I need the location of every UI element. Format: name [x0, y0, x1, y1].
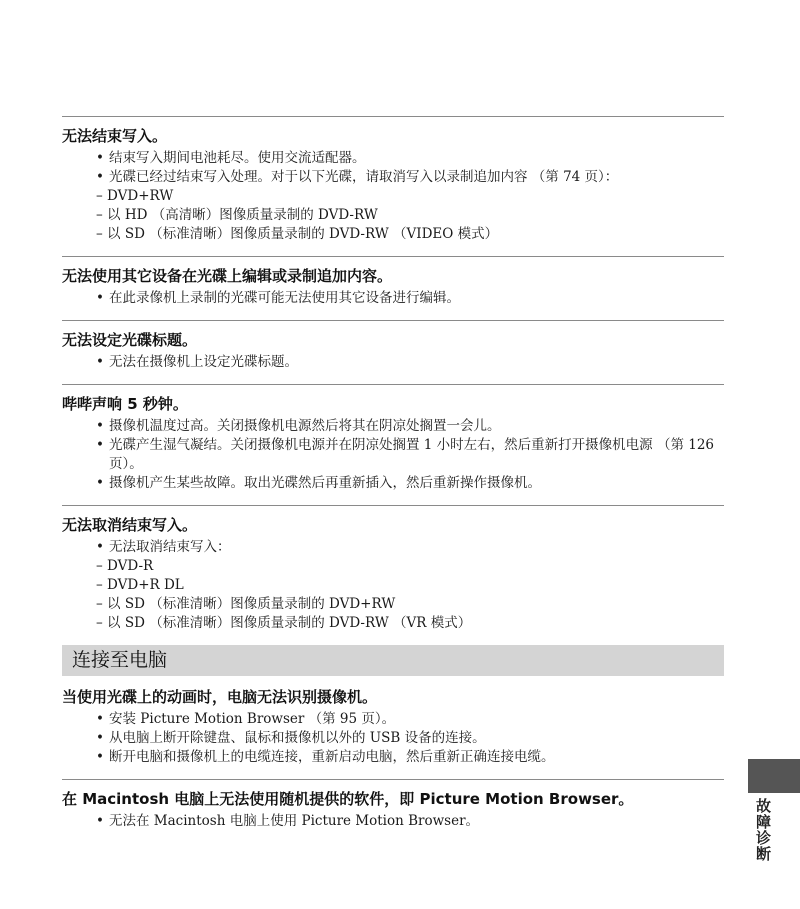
bullet-list: [62, 289, 724, 308]
faq-section: [62, 505, 724, 645]
bullet-item: • 无法在摄像机上设定光碟标题。: [96, 353, 724, 372]
pc-troubleshooting-sections: [62, 686, 724, 843]
faq-section: [62, 384, 724, 505]
sub-item: – DVD-R: [96, 558, 154, 574]
section-heading: 无法取消结束写入。: [62, 516, 198, 534]
section-heading: 在 Macintosh 电脑上无法使用随机提供的软件，即 Picture Motion Browser。: [62, 790, 634, 808]
bullet-item: • 光碟已经过结束写入处理。对于以下光碟，请取消写入以录制追加内容 （第 74 页）：: [96, 168, 724, 187]
section-heading: 当使用光碟上的动画时，电脑无法识别摄像机。: [62, 688, 378, 706]
sub-item: – DVD+R DL: [96, 577, 184, 593]
faq-section: [62, 779, 724, 843]
faq-section: [62, 256, 724, 320]
bullet-list: [62, 812, 724, 831]
bullet-list: [62, 353, 724, 372]
bullet-item: • 摄像机温度过高。关闭摄像机电源然后将其在阴凉处搁置一会儿。: [96, 417, 724, 436]
bullet-item: • 从电脑上断开除键盘、鼠标和摄像机以外的 USB 设备的连接。: [96, 729, 724, 748]
sub-item: – 以 HD （高清晰）图像质量录制的 DVD-RW: [96, 207, 378, 223]
bullet-item: • 无法取消结束写入：: [96, 538, 724, 557]
document-body: [62, 116, 724, 843]
sub-item: – 以 SD （标准清晰）图像质量录制的 DVD-RW （VR 模式）: [96, 615, 472, 631]
bullet-item: • 无法在 Macintosh 电脑上使用 Picture Motion Browser。: [96, 812, 724, 831]
section-heading: 无法设定光碟标题。: [62, 331, 198, 349]
sub-item: – 以 SD （标准清晰）图像质量录制的 DVD+RW: [96, 596, 396, 612]
faq-section: [62, 116, 724, 256]
chapter-tab-marker: [748, 759, 800, 793]
faq-section: [62, 320, 724, 384]
chapter-heading: 连接至电脑: [62, 645, 724, 676]
sub-item: – 以 SD （标准清晰）图像质量录制的 DVD-RW （VIDEO 模式）: [96, 226, 499, 242]
side-tab-label: 故障诊断: [754, 798, 772, 862]
bullet-item: • 摄像机产生某些故障。取出光碟然后再重新插入，然后重新操作摄像机。: [96, 474, 724, 493]
bullet-item: • 安装 Picture Motion Browser （第 95 页）。: [96, 710, 724, 729]
bullet-list: [62, 417, 724, 493]
section-heading: 哔哔声响 5 秒钟。: [62, 395, 188, 413]
troubleshooting-sections: [62, 116, 724, 645]
sub-item: – DVD+RW: [96, 188, 174, 204]
bullet-item: • 结束写入期间电池耗尽。使用交流适配器。: [96, 149, 724, 168]
bullet-list: [62, 538, 724, 633]
section-heading: 无法使用其它设备在光碟上编辑或录制追加内容。: [62, 267, 393, 285]
faq-section: [62, 686, 724, 779]
bullet-item: • 断开电脑和摄像机上的电缆连接，重新启动电脑，然后重新正确连接电缆。: [96, 748, 724, 767]
bullet-item: • 光碟产生湿气凝结。关闭摄像机电源并在阴凉处搁置 1 小时左右，然后重新打开摄像机电源 （第 126 页）。: [96, 436, 724, 474]
bullet-item: • 在此录像机上录制的光碟可能无法使用其它设备进行编辑。: [96, 289, 724, 308]
section-heading: 无法结束写入。: [62, 127, 168, 145]
bullet-list: [62, 710, 724, 767]
bullet-list: [62, 149, 724, 244]
